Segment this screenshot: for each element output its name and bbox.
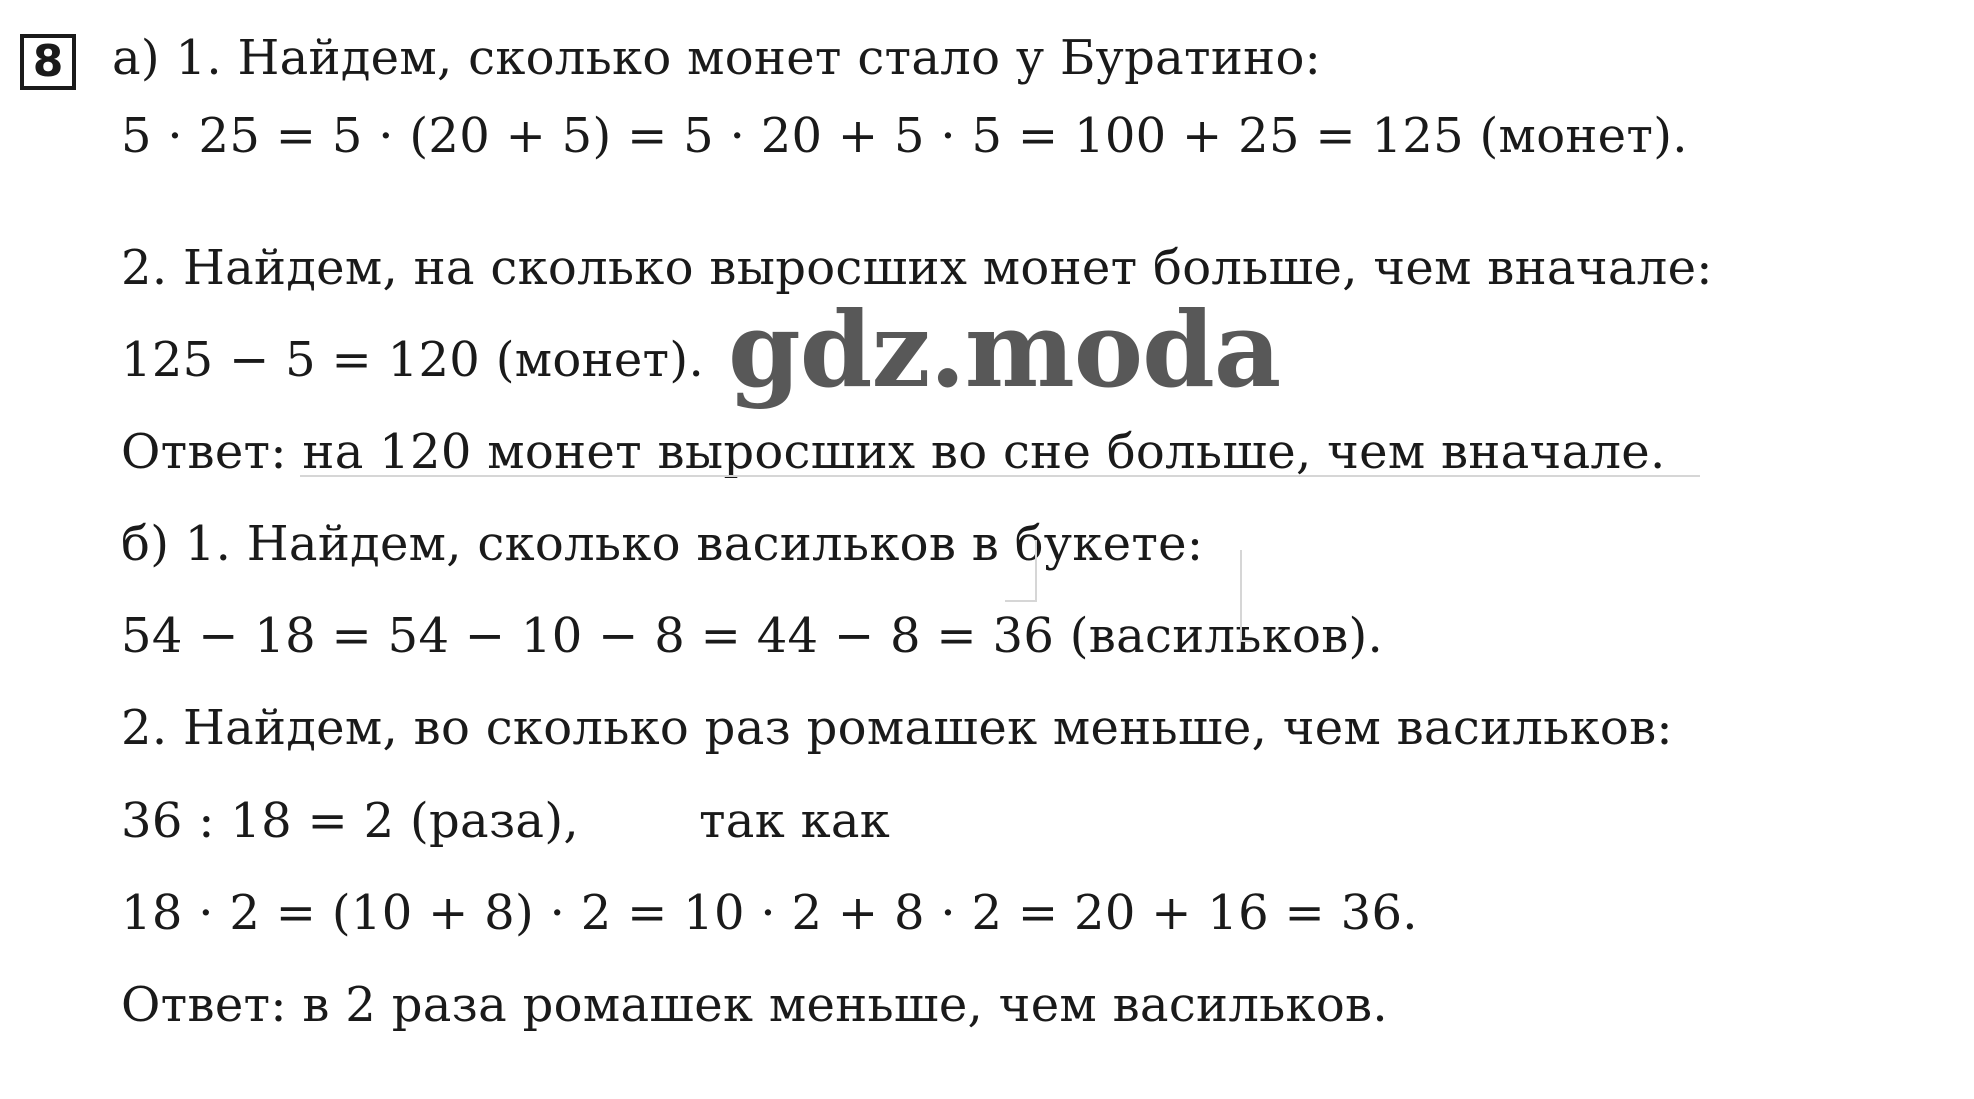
part-a-step2-heading: 2. Найдем, на сколько выросших монет больше, чем вначале:	[121, 240, 1713, 296]
part-b-step2-calculation	[121, 791, 890, 851]
part-b-step2-heading: 2. Найдем, во сколько раз ромашек меньше, чем васильков:	[121, 700, 1673, 756]
task-number-badge: 8	[20, 34, 76, 90]
part-a-step1-heading: а) 1. Найдем, сколько монет стало у Буратино:	[112, 30, 1322, 86]
part-b-answer: Ответ: в 2 раза ромашек меньше, чем васильков.	[121, 977, 1388, 1033]
part-b-because: так как	[698, 793, 891, 849]
watermark-logo: gdz.moda	[728, 288, 1281, 411]
part-a-answer: Ответ: на 120 монет выросших во сне больше, чем вначале.	[121, 424, 1666, 480]
part-b-division: 36 : 18 = 2 (раза),	[121, 793, 579, 849]
part-b-check-calculation: 18 · 2 = (10 + 8) · 2 = 10 · 2 + 8 · 2 = 20 + 16 = 36.	[121, 885, 1418, 941]
part-a-step2-calculation: 125 − 5 = 120 (монет).	[121, 332, 704, 388]
part-b-step1-calculation: 54 − 18 = 54 − 10 − 8 = 44 − 8 = 36 (васильков).	[121, 608, 1384, 664]
part-b-step1-heading: б) 1. Найдем, сколько васильков в букете:	[121, 516, 1204, 572]
part-a-step1-calculation: 5 · 25 = 5 · (20 + 5) = 5 · 20 + 5 · 5 = 100 + 25 = 125 (монет).	[121, 108, 1688, 164]
